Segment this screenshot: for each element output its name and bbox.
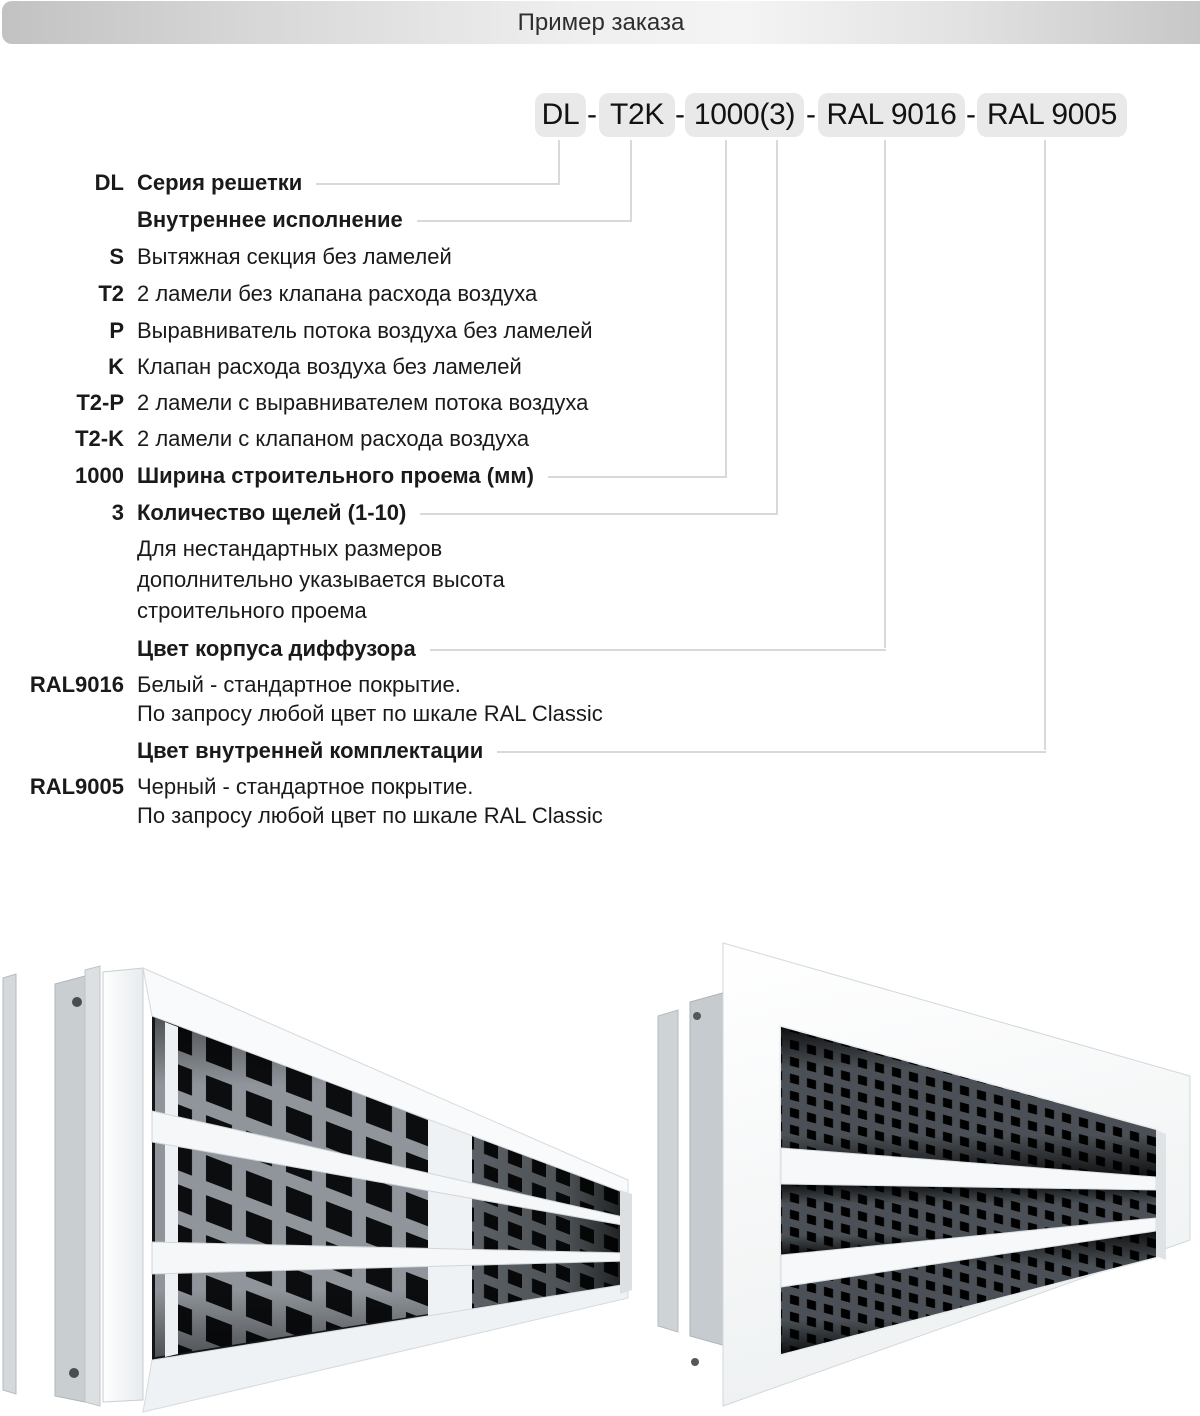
connector-line-width [725, 140, 727, 476]
header-bar [2, 1, 1200, 44]
note-line: Для нестандартных размеров [137, 536, 443, 561]
legend-row-inner-color-heading [0, 736, 1046, 766]
legend-key: T2 [98, 281, 124, 306]
legend-label: Внутреннее исполнение [137, 207, 403, 232]
code-segment-series: DL [535, 93, 586, 137]
legend-label: Выравниватель потока воздуха без ламелей [137, 318, 593, 343]
note-line: дополнительно указывается высота [137, 567, 505, 592]
code-separator: - [587, 98, 597, 131]
leader-line [420, 513, 778, 515]
connector-line-slots [776, 140, 778, 513]
description-line: По запросу любой цвет по шкале RAL Classic [137, 803, 603, 828]
code-separator: - [806, 98, 816, 131]
legend-key: K [108, 354, 124, 379]
custom-size-note [137, 533, 505, 626]
leader-line [316, 183, 560, 185]
legend-label: 2 ламели с выравнивателем потока воздуха [137, 390, 589, 415]
divider-bar [428, 1117, 472, 1316]
legend-key: 1000 [75, 463, 124, 488]
note-line: строительного проема [137, 598, 367, 623]
legend-description [137, 772, 603, 830]
description-line: Черный - стандартное покрытие. [137, 774, 474, 799]
legend-row-t2p [0, 388, 588, 418]
legend-key: S [109, 244, 124, 269]
diffuser-photo-right [650, 930, 1200, 1416]
legend-row-body-color-heading [0, 634, 886, 664]
connector-line-body-color [884, 140, 886, 648]
legend-row-ral9005 [0, 772, 603, 830]
leader-line [430, 649, 886, 651]
legend-row-inner-type-heading [0, 205, 632, 235]
code-segment-inner-color: RAL 9005 [977, 93, 1127, 137]
legend-key: RAL9005 [29, 774, 124, 799]
legend-row-series [0, 168, 560, 198]
legend-row-t2k [0, 424, 529, 454]
duct-flange [3, 966, 143, 1406]
page-title: Пример заказа [517, 8, 685, 36]
legend-label: Вытяжная секция без ламелей [137, 244, 452, 269]
legend-row-p [0, 316, 593, 346]
legend-key: DL [94, 170, 124, 195]
legend-row-width [0, 461, 727, 491]
code-segment-size: 1000(3) [685, 93, 804, 137]
legend-label: 2 ламели без клапана расхода воздуха [137, 281, 538, 306]
frame-end-cap [620, 1190, 632, 1294]
legend-label: Серия решетки [137, 170, 303, 195]
legend-label: Количество щелей (1-10) [137, 500, 407, 525]
leader-line [417, 220, 632, 222]
legend-label: Цвет внутренней комплектации [137, 738, 484, 763]
connector-line-inner-color [1044, 140, 1046, 750]
legend-label: 2 ламели с клапаном расхода воздуха [137, 426, 530, 451]
code-segment-inner-type: T2K [599, 93, 675, 137]
leader-line [497, 751, 1046, 753]
legend-key: RAL9016 [29, 672, 124, 697]
legend-key: P [109, 318, 124, 343]
code-separator: - [966, 98, 976, 131]
legend-row-s [0, 242, 452, 272]
frame-end-cap [1156, 1130, 1166, 1260]
description-line: Белый - стандартное покрытие. [137, 672, 461, 697]
legend-key: T2-K [75, 426, 124, 451]
legend-label: Цвет корпуса диффузора [137, 636, 416, 661]
legend-description [137, 670, 603, 728]
legend-row-slots [0, 498, 778, 528]
leader-line [548, 476, 727, 478]
legend-key: 3 [111, 500, 124, 525]
legend-row-t2 [0, 279, 537, 309]
legend-key: T2-P [76, 390, 124, 415]
code-separator: - [675, 98, 685, 131]
legend-row-k [0, 352, 522, 382]
description-line: По запросу любой цвет по шкале RAL Classic [137, 701, 603, 726]
legend-row-ral9016 [0, 670, 603, 728]
legend-label: Ширина строительного проема (мм) [137, 463, 534, 488]
legend-label: Клапан расхода воздуха без ламелей [137, 354, 522, 379]
code-segment-body-color: RAL 9016 [818, 93, 965, 137]
diffuser-photo-left [0, 950, 640, 1416]
